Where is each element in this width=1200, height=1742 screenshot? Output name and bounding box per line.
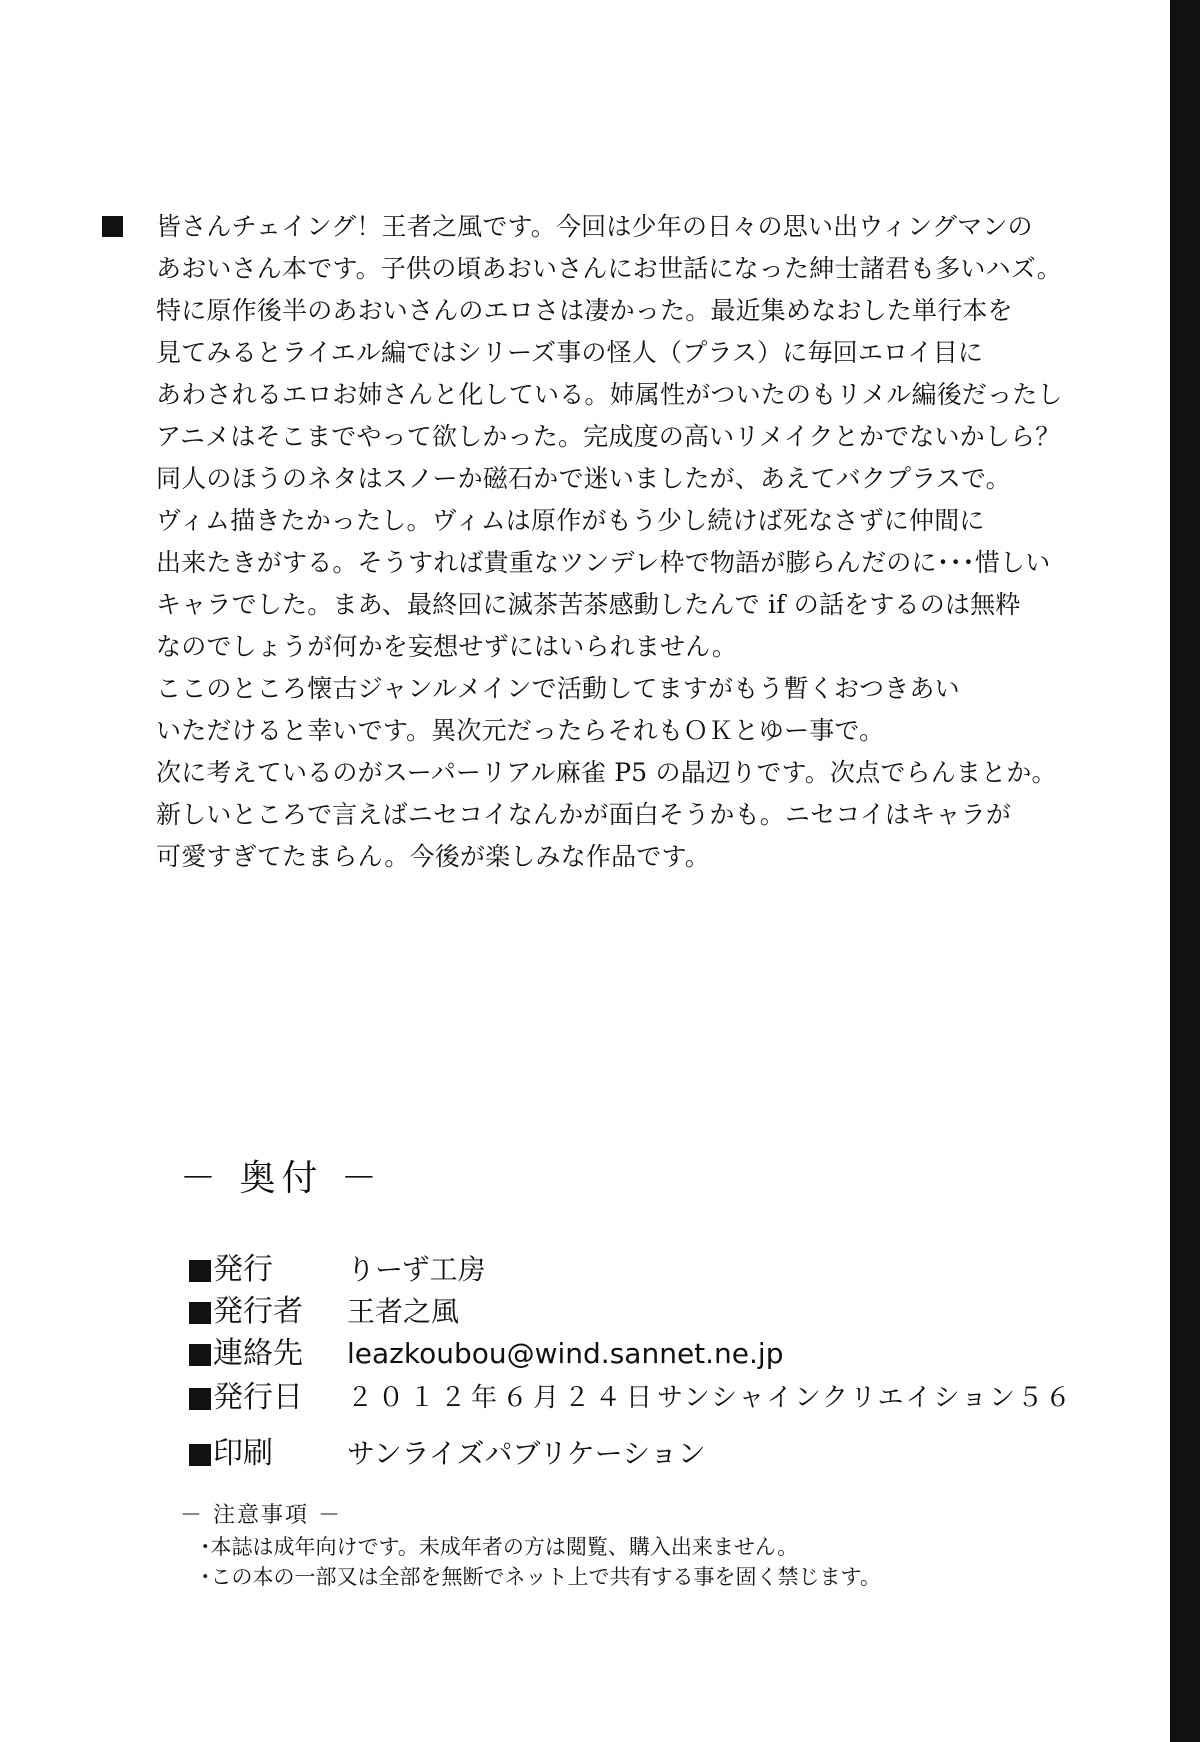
afterword-line: 新しいところで言えばニセコイなんかが面白そうかも。ニセコイはキャラが	[156, 800, 1012, 829]
afterword-line: 見てみるとライエル編ではシリーズ事の怪人（プラス）に毎回エロイ目に	[156, 338, 984, 367]
square-bullet-icon	[189, 1444, 211, 1466]
contact-email: leazkoubou@wind.sannet.ne.jp	[347, 1337, 784, 1370]
afterword-line: いただけると幸いです。異次元だったらそれもＯＫとゆー事で。	[156, 716, 885, 745]
square-bullet-icon	[189, 1388, 211, 1410]
notes-title: － 注意事項 －	[180, 1503, 342, 1528]
square-bullet-icon	[189, 1344, 211, 1366]
afterword-line: ここのところ懐古ジャンルメインで活動してますがもう暫くおつきあい	[156, 674, 960, 703]
afterword-text	[156, 206, 1186, 878]
notes-item: ･本誌は成年向けです。未成年者の方は閲覧、購入出来ません。	[200, 1535, 799, 1559]
printer-label: 印刷	[213, 1436, 273, 1471]
author-value: 王者之風	[347, 1295, 460, 1328]
afterword-line: 皆さんチェイング！王者之風です。今回は少年の日々の思い出ウィングマンの	[156, 212, 1033, 241]
publisher-value: りーず工房	[347, 1253, 486, 1286]
square-bullet-icon	[189, 1302, 211, 1324]
afterword-line: アニメはそこまでやって欲しかった。完成度の高いリメイクとかでないかしら？	[156, 422, 1061, 451]
afterword-line: 次に考えているのがスーパーリアル麻雀 P5 の晶辺りです。次点でらんまとか。	[156, 758, 1057, 787]
date-value: ２０１２年６月２４日	[347, 1383, 658, 1413]
square-bullet-icon	[102, 216, 123, 237]
notes	[180, 1500, 1080, 1592]
author-label: 発行者	[213, 1294, 303, 1329]
date-label: 発行日	[213, 1380, 303, 1415]
afterword-line: 特に原作後半のあおいさんのエロさは凄かった。最近集めなおした単行本を	[156, 296, 1013, 325]
afterword-line: あわされるエロお姉さんと化している。姉属性がついたのもリメル編後だったし	[156, 380, 1063, 409]
afterword-line: キャラでした。まあ、最終回に滅茶苦茶感動したんで if の話をするのは無粋	[156, 590, 1021, 619]
afterword-line: あおいさん本です。子供の頃あおいさんにお世話になった紳士諸君も多いハズ。	[156, 254, 1062, 283]
square-bullet-icon	[189, 1260, 211, 1282]
afterword-line: 出来たきがする。そうすれば貴重なツンデレ枠で物語が膨らんだのに･･･惜しい	[156, 548, 1051, 577]
notes-item: ･この本の一部又は全部を無断でネット上で共有する事を固く禁じます。	[200, 1565, 881, 1589]
printer-value: サンライズパブリケーション	[347, 1437, 706, 1470]
colophon-title: － 奥付 －	[180, 1158, 383, 1199]
afterword-line: 可愛すぎてたまらん。今後が楽しみな作品です。	[156, 842, 710, 871]
publisher-label: 発行	[213, 1252, 273, 1287]
event-value: サンシャインクリエイション５６	[657, 1383, 1073, 1413]
afterword-line: なのでしょうが何かを妄想せずにはいられません。	[156, 632, 738, 661]
afterword-line: 同人のほうのネタはスノーか磁石かで迷いましたが、あえてバクプラスで。	[156, 464, 1011, 493]
contact-label: 連絡先	[213, 1336, 303, 1371]
afterword-line: ヴィム描きたかったし。ヴィムは原作がもう少し続けば死なさずに仲間に	[156, 506, 985, 535]
